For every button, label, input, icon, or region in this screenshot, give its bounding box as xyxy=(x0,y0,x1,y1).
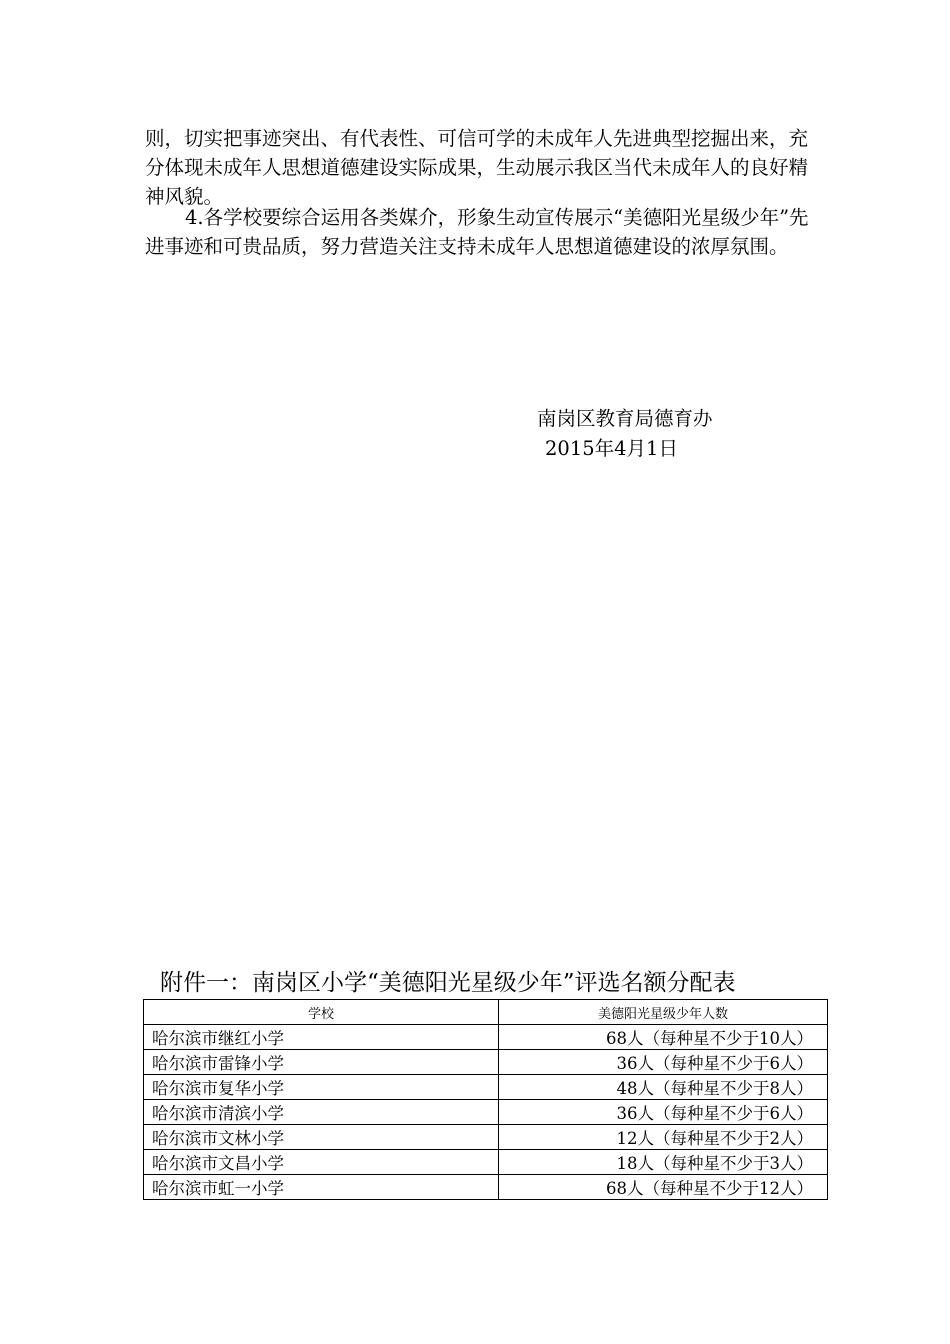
table-header-row xyxy=(144,1000,828,1025)
quota-count: 36人（每种星不少于6人） xyxy=(499,1050,828,1075)
header-count: 美德阳光星级少年人数 xyxy=(499,1000,828,1025)
school-name: 哈尔滨市虹一小学 xyxy=(144,1175,499,1200)
school-name: 哈尔滨市文林小学 xyxy=(144,1125,499,1150)
quota-count: 12人（每种星不少于2人） xyxy=(499,1125,828,1150)
table-row xyxy=(144,1100,828,1125)
signature-date: 2015年4月1日 xyxy=(545,437,678,460)
school-name: 哈尔滨市复华小学 xyxy=(144,1075,499,1100)
quota-count: 48人（每种星不少于8人） xyxy=(499,1075,828,1100)
header-school: 学校 xyxy=(144,1000,499,1025)
quota-table xyxy=(143,999,828,1200)
school-name: 哈尔滨市雷锋小学 xyxy=(144,1050,499,1075)
body-paragraph-2: 4.各学校要综合运用各类媒介，形象生动宣传展示“美德阳光星级少年”先进事迹和可贵品质，努力营造关注支持未成年人思想道德建设的浓厚氛围。 xyxy=(145,206,809,258)
table-row xyxy=(144,1075,828,1100)
table-row xyxy=(144,1050,828,1075)
table-row xyxy=(144,1175,828,1200)
body-paragraph-1: 则，切实把事迹突出、有代表性、可信可学的未成年人先进典型挖掘出来，充分体现未成年人思想道德建设实际成果，生动展示我区当代未成年人的良好精神风貌。 xyxy=(145,127,809,208)
signature-organization: 南岗区教育局德育办 xyxy=(537,407,713,430)
quota-count: 36人（每种星不少于6人） xyxy=(499,1100,828,1125)
school-name: 哈尔滨市继红小学 xyxy=(144,1025,499,1050)
quota-count: 18人（每种星不少于3人） xyxy=(499,1150,828,1175)
quota-count: 68人（每种星不少于10人） xyxy=(499,1025,828,1050)
school-name: 哈尔滨市清滨小学 xyxy=(144,1100,499,1125)
school-name: 哈尔滨市文昌小学 xyxy=(144,1150,499,1175)
annex-title: 附件一：南岗区小学“美德阳光星级少年”评选名额分配表 xyxy=(160,970,736,996)
table-row xyxy=(144,1150,828,1175)
quota-count: 68人（每种星不少于12人） xyxy=(499,1175,828,1200)
table-row xyxy=(144,1125,828,1150)
table-row xyxy=(144,1025,828,1050)
